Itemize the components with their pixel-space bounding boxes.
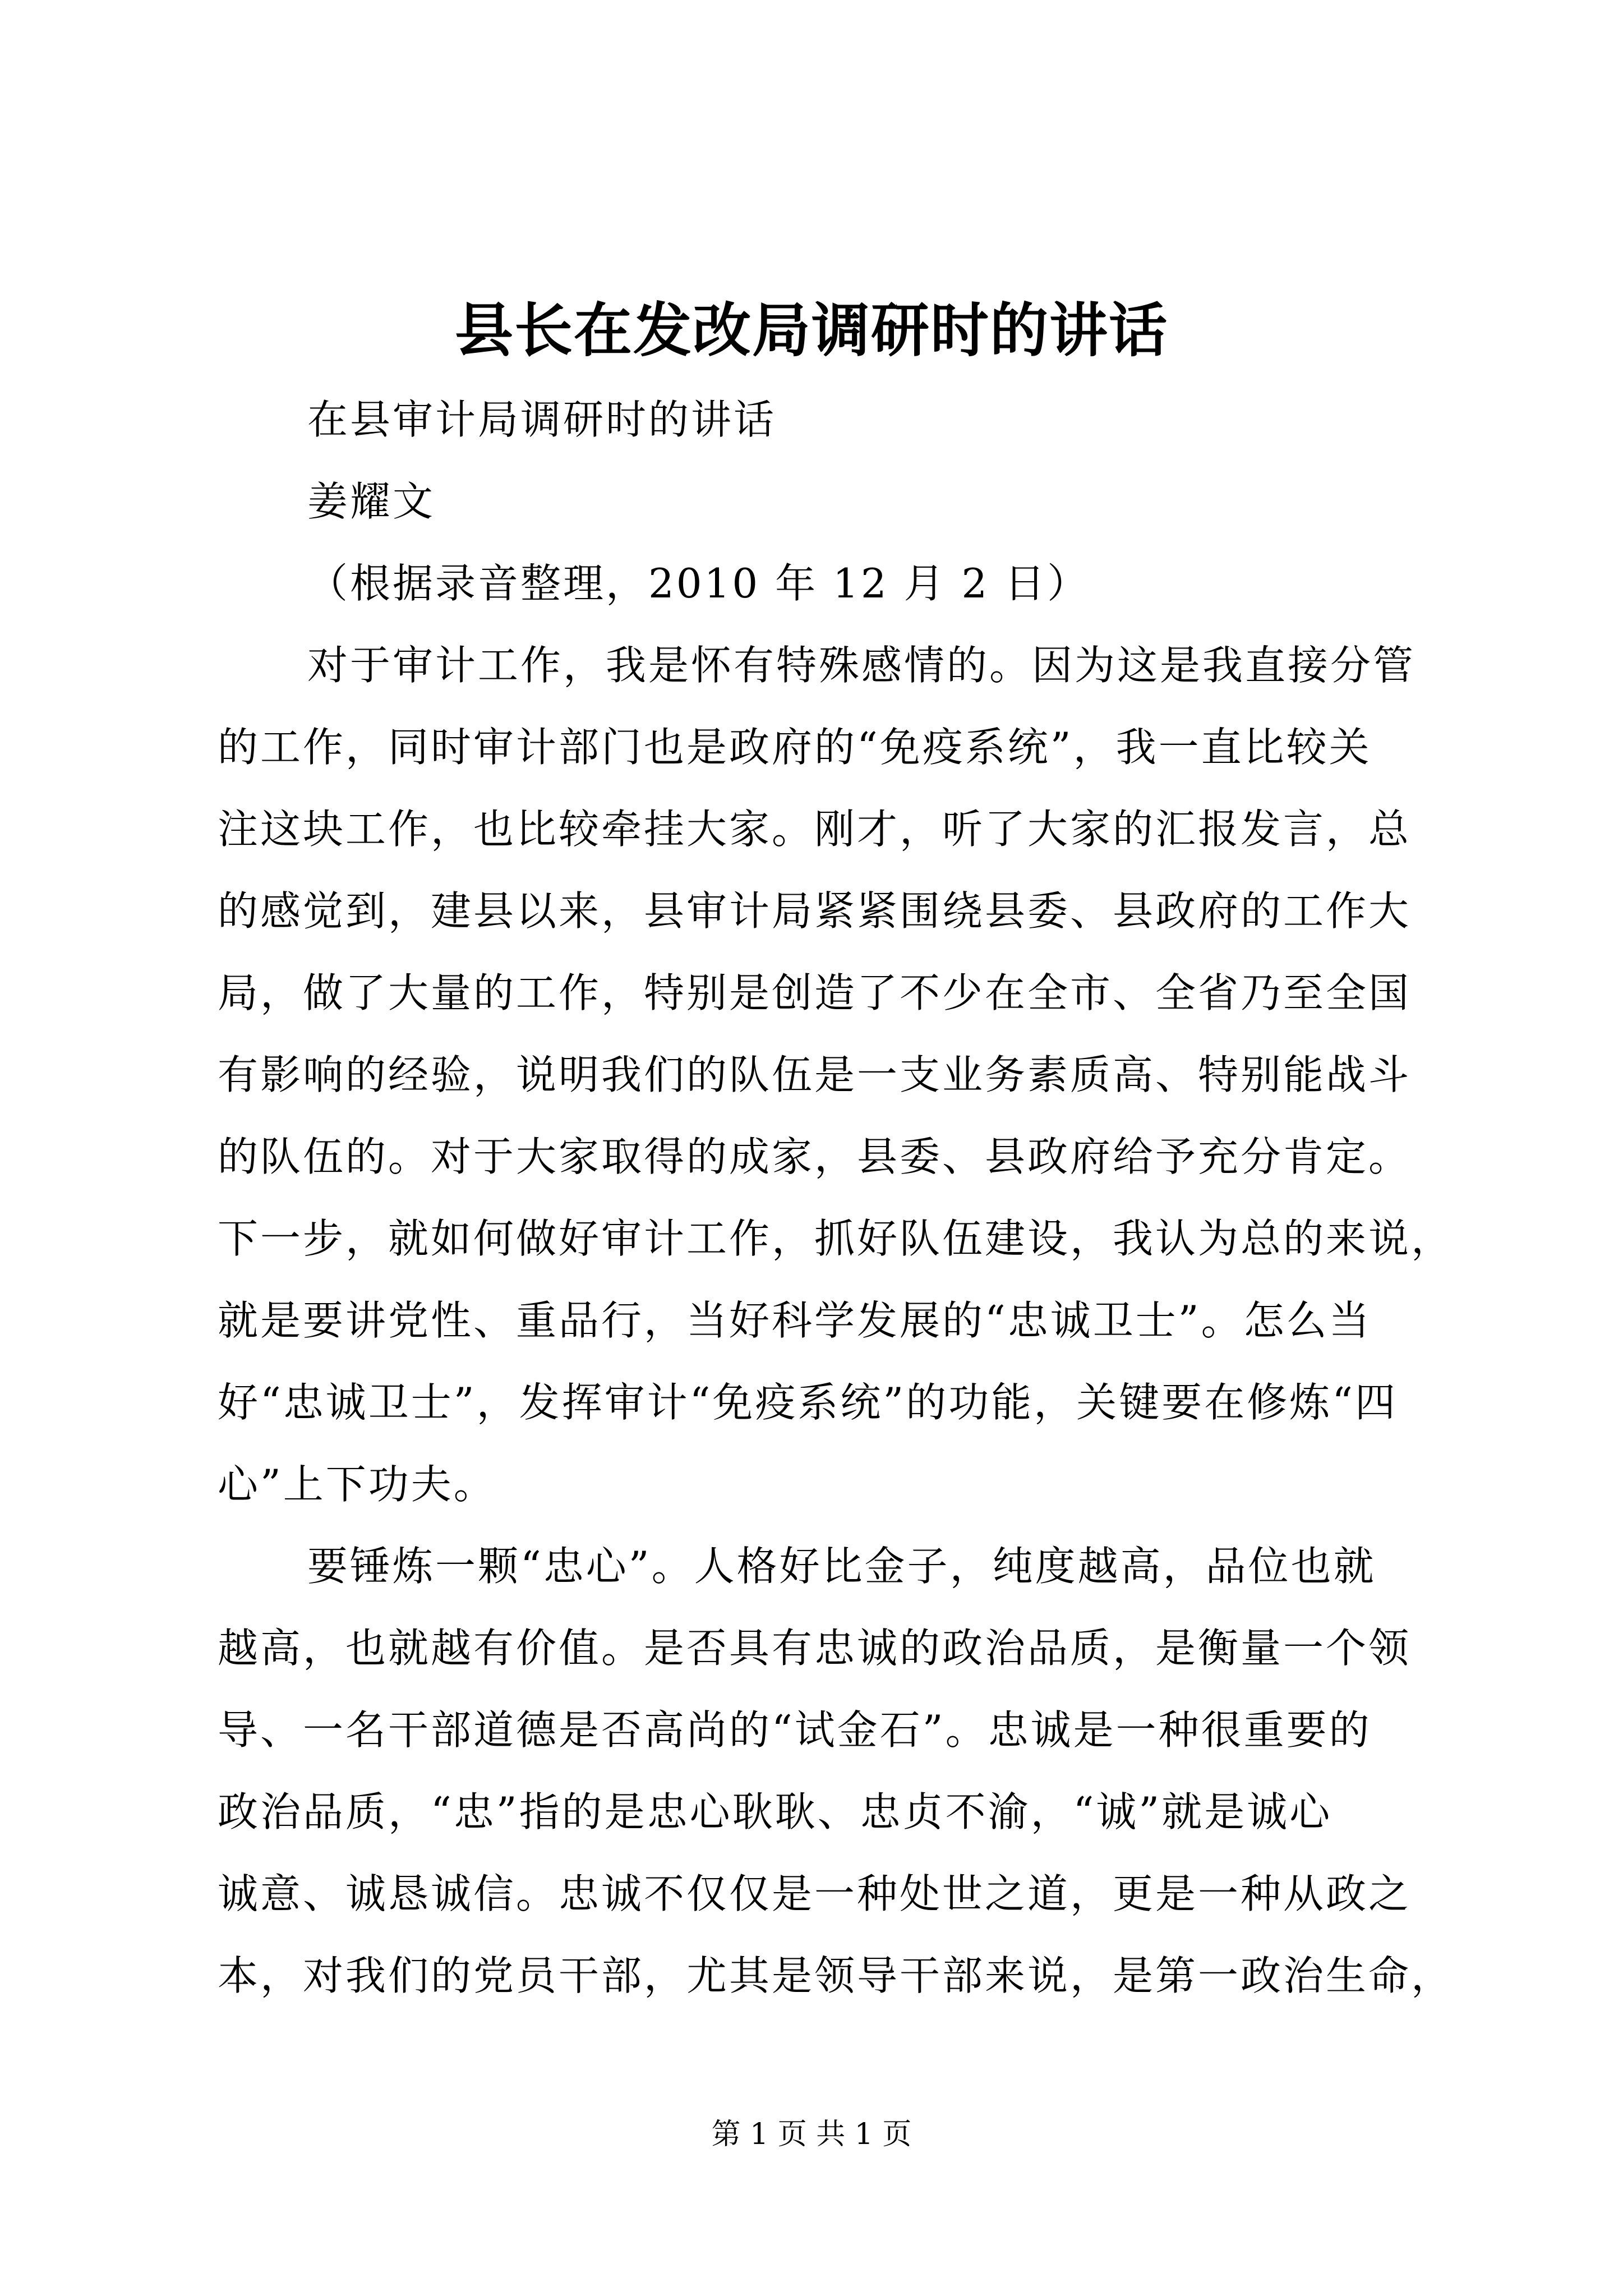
- page-footer: 第 1 页 共 1 页: [711, 2118, 912, 2151]
- body-line: 的工作，同时审计部门也是政府的“免疫系统”，我一直比较关: [218, 724, 1372, 771]
- body-line: 的感觉到，建县以来，县审计局紧紧围绕县委、县政府的工作大: [218, 887, 1412, 935]
- body-line: 局，做了大量的工作，特别是创造了不少在全市、全省乃至全国: [218, 969, 1412, 1016]
- body-line: 有影响的经验，说明我们的队伍是一支业务素质高、特别能战斗: [218, 1051, 1412, 1098]
- body-line: 心”上下功夫。: [218, 1461, 496, 1508]
- body-line: 对于审计工作，我是怀有特殊感情的。因为这是我直接分管: [307, 642, 1416, 689]
- body-line: （根据录音整理，2010 年 12 月 2 日）: [307, 560, 1090, 607]
- body-line: 政治品质，“忠”指的是忠心耿耿、忠贞不渝，“诚”就是诚心: [218, 1788, 1332, 1835]
- body-line: 本，对我们的党员干部，尤其是领导干部来说，是第一政治生命，: [218, 1952, 1454, 1999]
- body-line: 的队伍的。对于大家取得的成家，县委、县政府给予充分肯定。: [218, 1133, 1412, 1180]
- body-line: 好“忠诚卫士”，发挥审计“免疫系统”的功能，关键要在修炼“四: [218, 1379, 1398, 1426]
- body-line: 在县审计局调研时的讲话: [307, 396, 777, 443]
- body-line: 下一步，就如何做好审计工作，抓好队伍建设，我认为总的来说，: [218, 1215, 1454, 1262]
- body-line: 导、一名干部道德是否高尚的“试金石”。忠诚是一种很重要的: [218, 1706, 1372, 1754]
- body-line: 注这块工作，也比较牵挂大家。刚才，听了大家的汇报发言，总: [218, 806, 1412, 853]
- body-line: 就是要讲党性、重品行，当好科学发展的“忠诚卫士”。怎么当: [218, 1297, 1372, 1344]
- document-title: 县长在发改局调研时的讲话: [454, 296, 1168, 365]
- body-line: 姜耀文: [307, 478, 436, 525]
- body-line: 要锤炼一颗“忠心”。人格好比金子，纯度越高，品位也就: [307, 1543, 1376, 1590]
- body-line: 越高，也就越有价值。是否具有忠诚的政治品质，是衡量一个领: [218, 1625, 1412, 1672]
- body-line: 诚意、诚恳诚信。忠诚不仅仅是一种处世之道，更是一种从政之: [218, 1870, 1412, 1917]
